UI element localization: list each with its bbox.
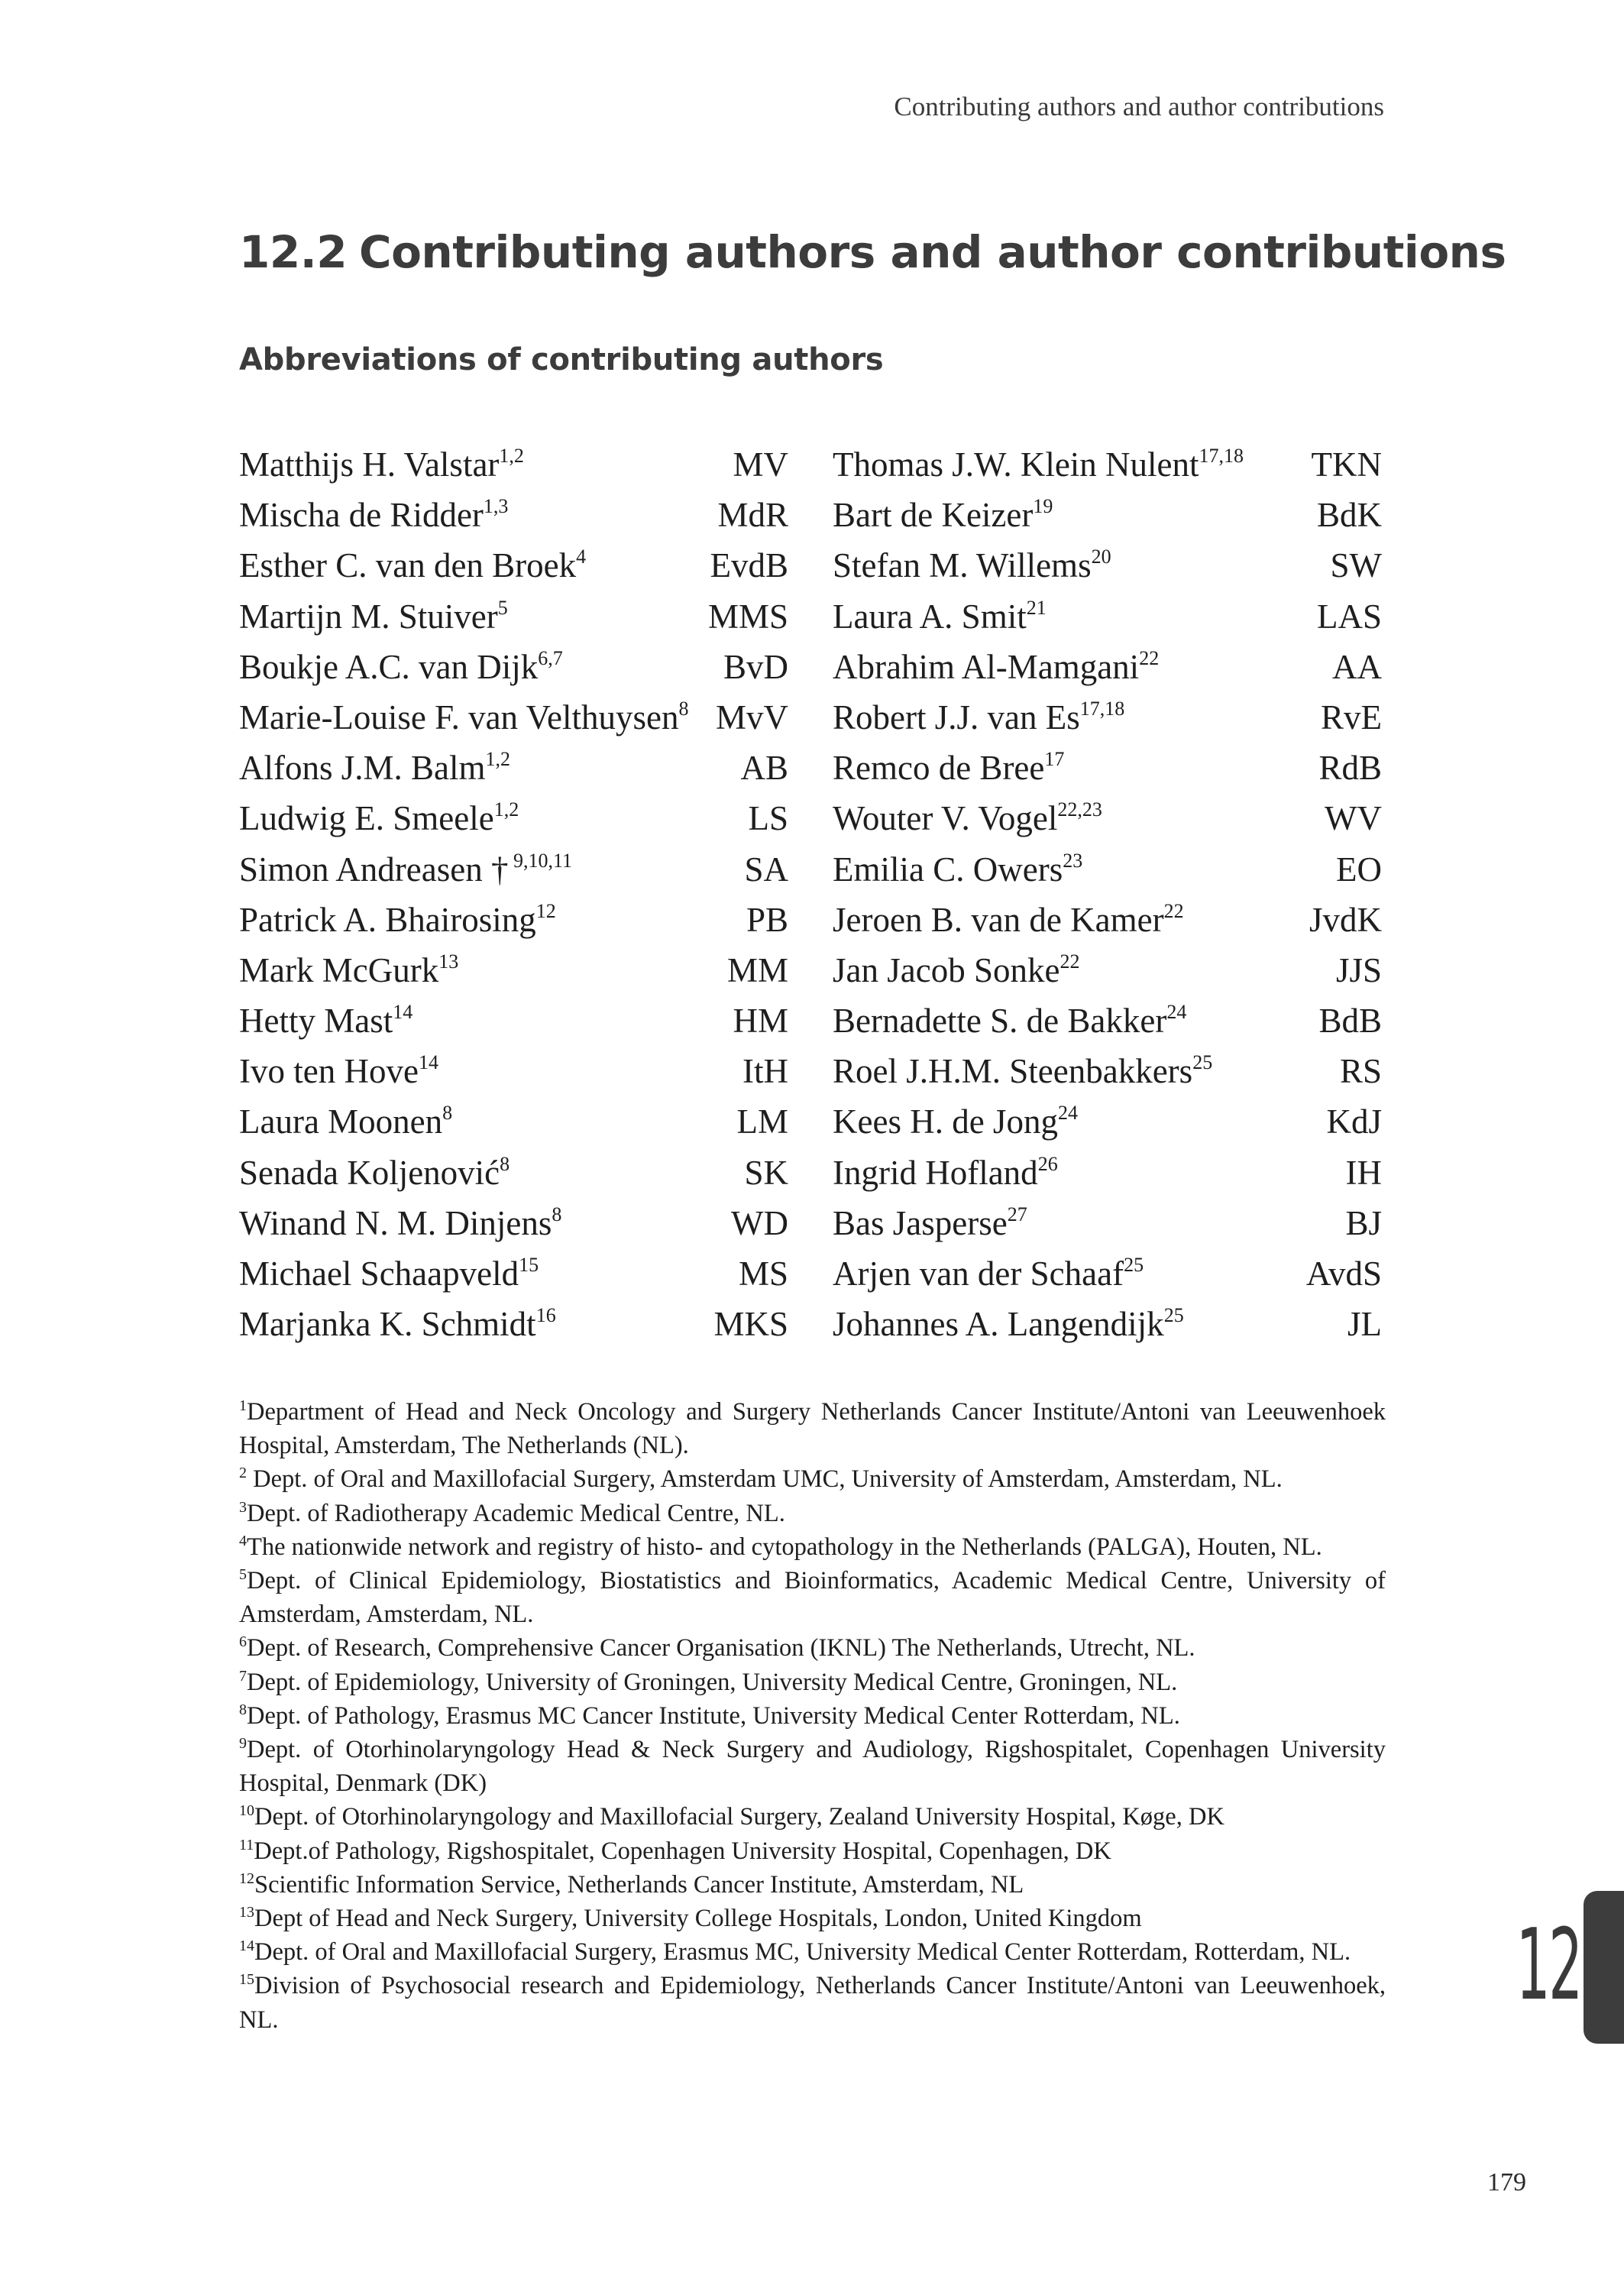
author-abbreviation: EO xyxy=(1336,850,1382,889)
affiliation-note xyxy=(239,1868,1386,1902)
affiliation-superscript: 27 xyxy=(1007,1203,1027,1225)
affiliation-number: 3 xyxy=(239,1498,247,1516)
affiliation-superscript: 4 xyxy=(576,545,587,568)
author-row xyxy=(239,895,1384,945)
author-row xyxy=(239,1096,1384,1147)
author-abbreviation: EvdB xyxy=(710,546,788,585)
author-row xyxy=(239,490,1384,540)
author-abbreviation: MvV xyxy=(715,698,788,736)
affiliation-text: Dept of Head and Neck Surgery, University College Hospitals, London, United Kingdom xyxy=(254,1905,1142,1933)
affiliation-text: Dept. of Oral and Maxillofacial Surgery, Erasmus MC, University Medical Center Rotterdam, Rotterdam, NL. xyxy=(254,1938,1351,1967)
author-name xyxy=(239,1046,438,1096)
affiliation-number: 7 xyxy=(239,1667,247,1685)
author-name-text: Johannes A. Langendijk xyxy=(833,1305,1164,1344)
author-abbreviation: SW xyxy=(1330,546,1382,585)
author-row xyxy=(239,1248,1384,1299)
author-name xyxy=(833,1248,1144,1299)
author-name xyxy=(239,743,510,793)
author-name-text: Bas Jasperse xyxy=(833,1203,1008,1242)
author-list xyxy=(239,439,1384,1349)
author-name-text: Laura A. Smit xyxy=(833,597,1027,636)
author-name xyxy=(833,1148,1058,1198)
author-name-text: Esther C. van den Broek xyxy=(239,546,577,585)
author-abbreviation: MS xyxy=(738,1254,788,1293)
author-name xyxy=(239,692,688,743)
author-row xyxy=(239,642,1384,692)
affiliation-superscript: 13 xyxy=(438,950,459,973)
affiliation-superscript: 5 xyxy=(497,596,508,619)
affiliation-superscript: 24 xyxy=(1166,1001,1187,1024)
author-abbreviation: KdJ xyxy=(1326,1102,1382,1141)
affiliation-number: 9 xyxy=(239,1735,247,1753)
affiliation-note xyxy=(239,1800,1386,1834)
author-abbreviation: HM xyxy=(733,1002,788,1041)
author-name xyxy=(239,1148,510,1198)
author-name-text: Marie-Louise F. van Velthuysen xyxy=(239,698,679,736)
affiliation-number: 8 xyxy=(239,1701,247,1718)
author-row xyxy=(239,793,1384,843)
affiliation-superscript: 23 xyxy=(1063,849,1083,872)
author-name-text: Ivo ten Hove xyxy=(239,1052,419,1091)
affiliation-text: Dept. of Otorhinolaryngology and Maxillofacial Surgery, Zealand University Hospital, Køge, DK xyxy=(254,1803,1224,1831)
author-name-text: Michael Schaapveld xyxy=(239,1254,519,1293)
author-row xyxy=(239,1046,1384,1096)
author-abbreviation: MM xyxy=(726,950,788,989)
affiliation-number: 2 xyxy=(239,1465,247,1482)
author-name-text: Jeroen B. van de Kamer xyxy=(833,900,1164,939)
author-name-text: Patrick A. Bhairosing xyxy=(239,900,536,939)
author-abbreviation: AB xyxy=(740,749,788,788)
affiliation-text: Dept. of Otorhinolaryngology Head & Neck Surgery and Audiology, Rigshospitalet, Copenhagen University Hospital, Denmark (DK) xyxy=(239,1736,1386,1798)
affiliation-superscript: 8 xyxy=(678,697,689,720)
author-name-text: Alfons J.M. Balm xyxy=(239,749,486,788)
affiliation-number: 15 xyxy=(239,1971,254,1989)
author-abbreviation: LS xyxy=(748,799,788,838)
author-row xyxy=(239,945,1384,995)
affiliation-superscript: 1,3 xyxy=(483,495,509,518)
author-abbreviation: PB xyxy=(746,900,788,939)
author-abbreviation: SA xyxy=(744,850,788,889)
author-row xyxy=(239,743,1384,793)
author-abbreviation: BdK xyxy=(1316,496,1382,535)
affiliation-text: Dept. of Oral and Maxillofacial Surgery, Amsterdam UMC, University of Amsterdam, Amsterdam, NL. xyxy=(247,1465,1283,1494)
author-name xyxy=(833,844,1082,895)
author-name-text: Matthijs H. Valstar xyxy=(239,445,500,484)
author-name xyxy=(833,995,1186,1046)
author-row xyxy=(239,1198,1384,1248)
affiliation-text: Dept. of Clinical Epidemiology, Biostatistics and Bioinformatics, Academic Medical Centre, University of Amsterdam, Amsterdam, NL. xyxy=(239,1567,1386,1629)
author-abbreviation: IH xyxy=(1345,1153,1382,1192)
author-abbreviation: AA xyxy=(1332,647,1382,686)
affiliation-note xyxy=(239,1733,1386,1800)
affiliation-number: 14 xyxy=(239,1938,254,1955)
abbreviations-heading: Abbreviations of contributing authors xyxy=(239,342,884,377)
chapter-tab xyxy=(1584,1891,1624,2044)
affiliation-footnotes xyxy=(239,1395,1386,2037)
affiliation-number: 5 xyxy=(239,1566,247,1584)
affiliation-note xyxy=(239,1834,1386,1868)
author-abbreviation: SK xyxy=(744,1153,788,1192)
affiliation-superscript: 25 xyxy=(1192,1051,1213,1074)
affiliation-note xyxy=(239,1935,1386,1969)
author-name-text: Simon Andreasen † xyxy=(239,850,509,889)
affiliation-text: Dept. of Radiotherapy Academic Medical Centre, NL. xyxy=(247,1499,785,1527)
author-name-text: Senada Koljenović xyxy=(239,1153,500,1192)
author-name xyxy=(833,793,1102,843)
author-name xyxy=(239,642,563,692)
affiliation-text: Department of Head and Neck Oncology and Surgery Netherlands Cancer Institute/Antoni van Leeuwenhoek Hospital, Amsterdam, The Netherlands (NL). xyxy=(239,1398,1386,1460)
author-name-text: Mark McGurk xyxy=(239,950,439,989)
author-name-text: Ingrid Hofland xyxy=(833,1153,1038,1192)
author-row xyxy=(239,591,1384,642)
author-row xyxy=(239,439,1384,490)
affiliation-superscript: 22 xyxy=(1059,950,1080,973)
author-name-text: Abrahim Al-Mamgani xyxy=(833,647,1140,686)
affiliation-superscript: 26 xyxy=(1037,1152,1058,1175)
affiliation-superscript: 14 xyxy=(418,1051,438,1074)
author-name xyxy=(239,490,508,540)
author-row xyxy=(239,540,1384,591)
affiliation-superscript: 1,2 xyxy=(499,445,524,467)
author-name xyxy=(833,692,1124,743)
author-name-text: Winand N. M. Dinjens xyxy=(239,1203,552,1242)
affiliation-superscript: 25 xyxy=(1124,1254,1144,1276)
author-abbreviation: BvD xyxy=(723,647,788,686)
affiliation-superscript: 17,18 xyxy=(1079,697,1125,720)
affiliation-superscript: 25 xyxy=(1163,1304,1184,1327)
author-abbreviation: ItH xyxy=(742,1052,788,1091)
running-header: Contributing authors and author contributions xyxy=(894,92,1384,121)
affiliation-text: Dept. of Epidemiology, University of Groningen, University Medical Centre, Groningen, NL. xyxy=(247,1668,1178,1696)
author-name xyxy=(833,945,1079,995)
author-abbreviation: RdB xyxy=(1318,749,1382,788)
author-name-text: Jan Jacob Sonke xyxy=(833,950,1060,989)
author-name-text: Kees H. de Jong xyxy=(833,1102,1058,1141)
author-abbreviation: JvdK xyxy=(1309,900,1382,939)
affiliation-superscript: 21 xyxy=(1026,596,1047,619)
author-name xyxy=(833,642,1159,692)
author-abbreviation: JL xyxy=(1347,1305,1382,1344)
author-name xyxy=(239,895,556,945)
affiliation-number: 1 xyxy=(239,1397,247,1414)
affiliation-superscript: 17 xyxy=(1044,748,1065,771)
author-row xyxy=(239,844,1384,895)
affiliation-superscript: 8 xyxy=(500,1152,510,1175)
author-name xyxy=(833,1096,1078,1147)
affiliation-note xyxy=(239,1497,1386,1530)
affiliation-superscript: 8 xyxy=(442,1102,453,1125)
author-name xyxy=(239,1248,539,1299)
author-row xyxy=(239,995,1384,1046)
affiliation-note xyxy=(239,1631,1386,1665)
author-name-text: Remco de Bree xyxy=(833,749,1045,788)
author-name-text: Mischa de Ridder xyxy=(239,496,484,535)
author-abbreviation: WV xyxy=(1325,799,1382,838)
author-name xyxy=(239,1299,556,1349)
affiliation-number: 12 xyxy=(239,1870,254,1887)
author-name xyxy=(239,439,524,490)
author-name-text: Hetty Mast xyxy=(239,1002,393,1041)
author-name xyxy=(239,995,412,1046)
author-name xyxy=(833,490,1053,540)
author-abbreviation: RS xyxy=(1339,1052,1382,1091)
affiliation-text: Dept. of Pathology, Erasmus MC Cancer Institute, University Medical Center Rotterdam, NL. xyxy=(247,1701,1180,1730)
affiliation-note xyxy=(239,1902,1386,1935)
affiliation-text: The nationwide network and registry of histo- and cytopathology in the Netherlands (PALGA), Houten, NL. xyxy=(247,1533,1322,1561)
author-name xyxy=(239,591,508,642)
author-name-text: Bart de Keizer xyxy=(833,496,1034,535)
author-abbreviation: BJ xyxy=(1345,1203,1382,1242)
author-abbreviation: MMS xyxy=(707,597,788,636)
section-title-text: Contributing authors and author contributions xyxy=(359,226,1506,278)
author-abbreviation: TKN xyxy=(1311,445,1382,484)
author-abbreviation: AvdS xyxy=(1305,1254,1382,1293)
affiliation-text: Division of Psychosocial research and Epidemiology, Netherlands Cancer Institute/Antoni van Leeuwenhoek, NL. xyxy=(239,1972,1386,2034)
affiliation-number: 4 xyxy=(239,1532,247,1549)
author-row xyxy=(239,1299,1384,1349)
author-abbreviation: MV xyxy=(733,445,788,484)
affiliation-number: 13 xyxy=(239,1904,254,1921)
affiliation-superscript: 8 xyxy=(552,1203,562,1225)
author-name-text: Arjen van der Schaaf xyxy=(833,1254,1124,1293)
author-name-text: Boukje A.C. van Dijk xyxy=(239,647,539,686)
affiliation-number: 10 xyxy=(239,1802,254,1820)
section-title xyxy=(239,226,1506,278)
author-name-text: Laura Moonen xyxy=(239,1102,443,1141)
author-row xyxy=(239,692,1384,743)
affiliation-text: Dept. of Research, Comprehensive Cancer Organisation (IKNL) The Netherlands, Utrecht, NL. xyxy=(247,1634,1195,1662)
author-name xyxy=(833,439,1244,490)
author-name-text: Ludwig E. Smeele xyxy=(239,799,494,838)
affiliation-superscript: 24 xyxy=(1057,1102,1078,1125)
author-name xyxy=(833,1198,1027,1248)
affiliation-superscript: 12 xyxy=(535,899,556,922)
author-name-text: Thomas J.W. Klein Nulent xyxy=(833,445,1199,484)
author-name-text: Wouter V. Vogel xyxy=(833,799,1058,838)
author-name xyxy=(833,1299,1184,1349)
affiliation-note xyxy=(239,1530,1386,1564)
author-name xyxy=(833,591,1047,642)
affiliation-text: Scientific Information Service, Netherlands Cancer Institute, Amsterdam, NL xyxy=(254,1870,1024,1899)
author-abbreviation: MdR xyxy=(717,496,788,535)
affiliation-number: 11 xyxy=(239,1836,254,1853)
affiliation-superscript: 16 xyxy=(535,1304,556,1327)
affiliation-superscript: 19 xyxy=(1033,495,1053,518)
author-abbreviation: MKS xyxy=(713,1305,788,1344)
affiliation-superscript: 22 xyxy=(1139,646,1160,669)
author-name xyxy=(239,844,572,895)
affiliation-note xyxy=(239,1969,1386,2036)
author-name xyxy=(239,793,519,843)
author-abbreviation: WD xyxy=(731,1203,788,1242)
affiliation-note xyxy=(239,1699,1386,1733)
affiliation-text: Dept.of Pathology, Rigshospitalet, Copenhagen University Hospital, Copenhagen, DK xyxy=(254,1837,1111,1865)
affiliation-superscript: 1,2 xyxy=(493,798,519,821)
author-name-text: Emilia C. Owers xyxy=(833,850,1063,889)
author-name xyxy=(239,540,586,591)
author-name xyxy=(239,1198,561,1248)
author-name-text: Stefan M. Willems xyxy=(833,546,1092,585)
author-name xyxy=(833,1046,1212,1096)
affiliation-superscript: 22,23 xyxy=(1057,798,1102,821)
page-number: 179 xyxy=(1487,2168,1526,2196)
section-number: 12.2 xyxy=(239,226,348,278)
chapter-number: 12 xyxy=(1516,1908,1581,2022)
author-name-text: Martijn M. Stuiver xyxy=(239,597,498,636)
author-name xyxy=(833,743,1064,793)
author-abbreviation: LM xyxy=(736,1102,788,1141)
affiliation-superscript: 1,2 xyxy=(485,748,511,771)
author-abbreviation: RvE xyxy=(1320,698,1382,736)
author-name-text: Roel J.H.M. Steenbakkers xyxy=(833,1052,1193,1091)
author-name xyxy=(833,895,1184,945)
affiliation-superscript: 6,7 xyxy=(538,646,563,669)
author-name xyxy=(833,540,1111,591)
affiliation-note xyxy=(239,1564,1386,1631)
affiliation-note xyxy=(239,1462,1386,1496)
affiliation-superscript: 20 xyxy=(1091,545,1111,568)
author-name-text: Bernadette S. de Bakker xyxy=(833,1002,1167,1041)
affiliation-superscript: 14 xyxy=(393,1001,413,1024)
affiliation-superscript: 22 xyxy=(1163,899,1184,922)
affiliation-superscript: 17,18 xyxy=(1199,445,1244,467)
affiliation-superscript: 15 xyxy=(519,1254,539,1276)
author-row xyxy=(239,1148,1384,1198)
author-name-text: Marjanka K. Schmidt xyxy=(239,1305,536,1344)
affiliation-note xyxy=(239,1395,1386,1462)
affiliation-superscript: 9,10,11 xyxy=(508,849,573,872)
author-abbreviation: LAS xyxy=(1316,597,1382,636)
author-name-text: Robert J.J. van Es xyxy=(833,698,1080,736)
author-abbreviation: JJS xyxy=(1335,950,1382,989)
affiliation-number: 6 xyxy=(239,1633,247,1651)
author-abbreviation: BdB xyxy=(1318,1002,1382,1041)
affiliation-note xyxy=(239,1666,1386,1699)
author-name xyxy=(239,1096,452,1147)
author-name xyxy=(239,945,458,995)
